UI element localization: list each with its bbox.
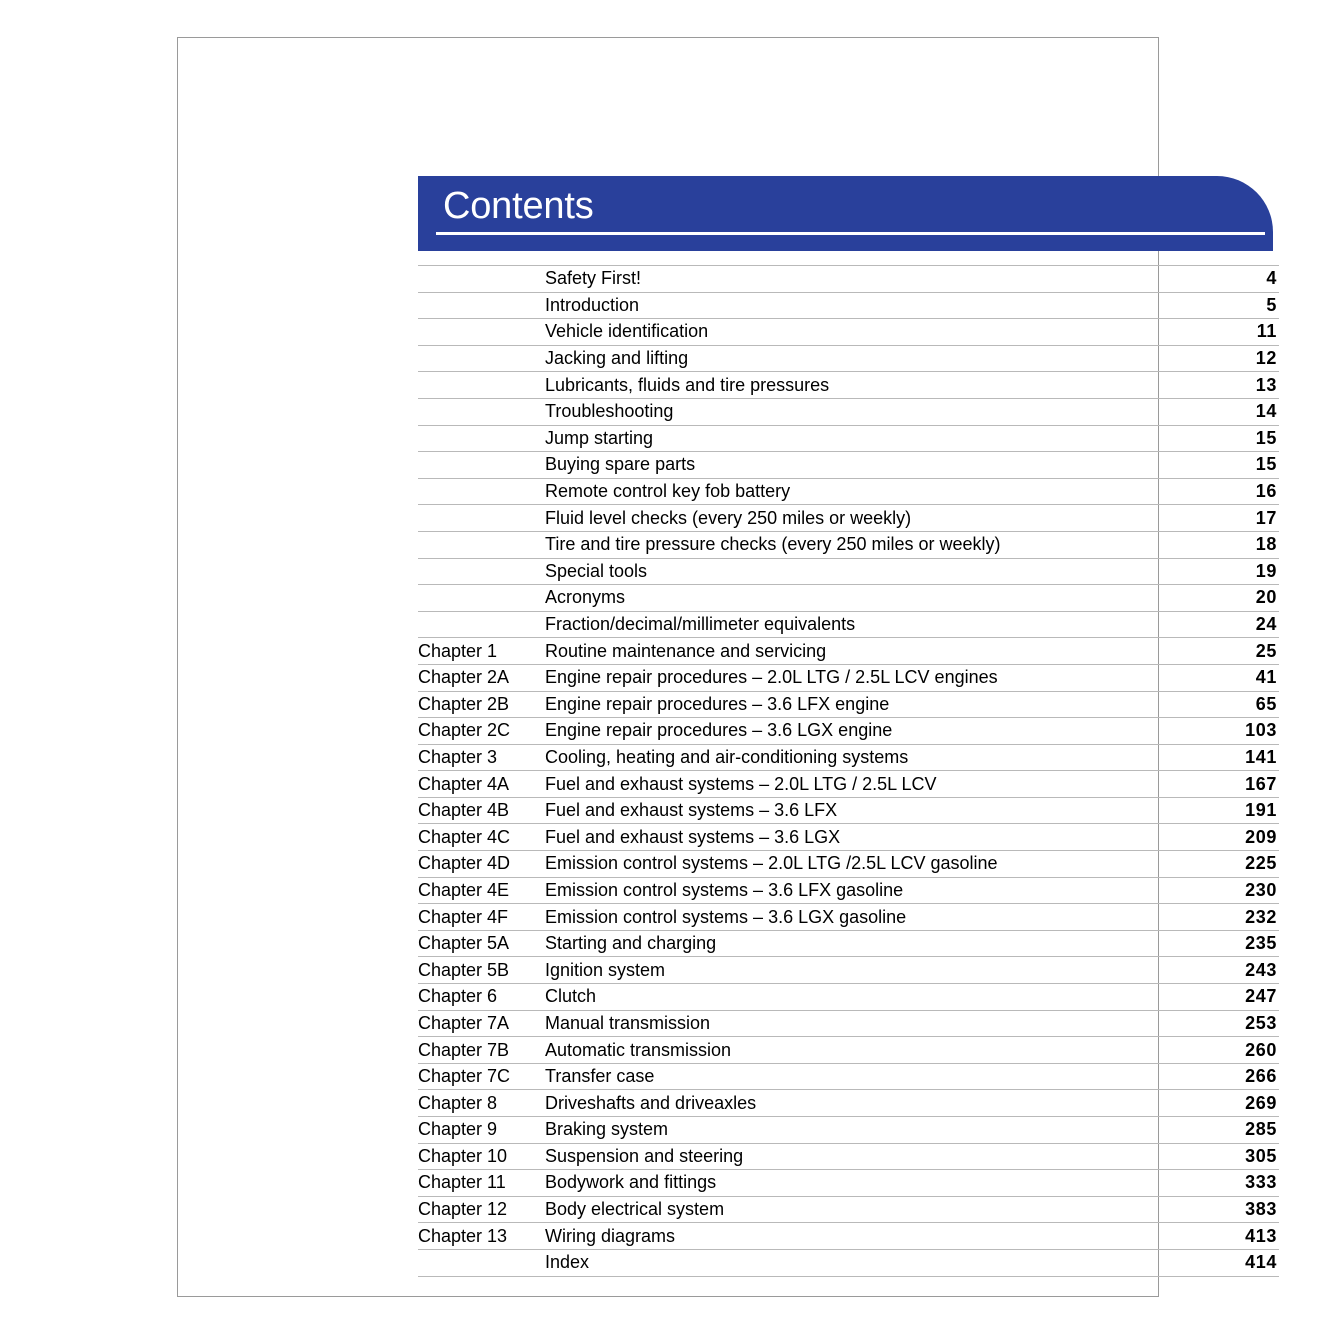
table-row[interactable] xyxy=(418,957,1279,984)
table-row[interactable] xyxy=(418,558,1279,585)
toc-entry-page-number: 191 xyxy=(1185,797,1279,824)
toc-entry-title[interactable]: Transfer case xyxy=(545,1063,1185,1090)
toc-entry-page-number: 260 xyxy=(1185,1037,1279,1064)
contents-header-band xyxy=(418,176,1273,251)
table-row[interactable] xyxy=(418,744,1279,771)
toc-entry-page-number: 11 xyxy=(1185,319,1279,346)
toc-entry-title[interactable]: Cooling, heating and air-conditioning systems xyxy=(545,744,1185,771)
toc-entry-page-number: 20 xyxy=(1185,585,1279,612)
table-row[interactable] xyxy=(418,771,1279,798)
table-row[interactable] xyxy=(418,1010,1279,1037)
toc-entry-page-number: 141 xyxy=(1185,744,1279,771)
toc-entry-title[interactable]: Lubricants, fluids and tire pressures xyxy=(545,372,1185,399)
table-row[interactable] xyxy=(418,611,1279,638)
toc-entry-page-number: 230 xyxy=(1185,877,1279,904)
table-row[interactable] xyxy=(418,531,1279,558)
toc-entry-page-number: 65 xyxy=(1185,691,1279,718)
table-row[interactable] xyxy=(418,1196,1279,1223)
toc-chapter-label xyxy=(418,505,545,532)
toc-chapter-label: Chapter 1 xyxy=(418,638,545,665)
table-row[interactable] xyxy=(418,691,1279,718)
table-row[interactable] xyxy=(418,1063,1279,1090)
table-row[interactable] xyxy=(418,664,1279,691)
table-row[interactable] xyxy=(418,984,1279,1011)
toc-entry-page-number: 41 xyxy=(1185,664,1279,691)
toc-chapter-label xyxy=(418,398,545,425)
toc-entry-title[interactable]: Fuel and exhaust systems – 2.0L LTG / 2.5L LCV xyxy=(545,771,1185,798)
toc-chapter-label: Chapter 4F xyxy=(418,904,545,931)
toc-entry-page-number: 4 xyxy=(1185,266,1279,293)
toc-entry-title[interactable]: Body electrical system xyxy=(545,1196,1185,1223)
toc-entry-page-number: 12 xyxy=(1185,345,1279,372)
toc-entry-page-number: 269 xyxy=(1185,1090,1279,1117)
toc-chapter-label: Chapter 4B xyxy=(418,797,545,824)
toc-entry-title[interactable]: Emission control systems – 3.6 LFX gasoline xyxy=(545,877,1185,904)
table-row[interactable] xyxy=(418,398,1279,425)
table-row[interactable] xyxy=(418,292,1279,319)
toc-entry-title[interactable]: Acronyms xyxy=(545,585,1185,612)
toc-chapter-label: Chapter 4E xyxy=(418,877,545,904)
contents-section xyxy=(418,176,1277,1277)
toc-entry-title[interactable]: Fuel and exhaust systems – 3.6 LFX xyxy=(545,797,1185,824)
toc-chapter-label xyxy=(418,531,545,558)
toc-chapter-label: Chapter 7C xyxy=(418,1063,545,1090)
table-row[interactable] xyxy=(418,505,1279,532)
toc-entry-title[interactable]: Driveshafts and driveaxles xyxy=(545,1090,1185,1117)
toc-entry-title[interactable]: Engine repair procedures – 2.0L LTG / 2.5L LCV engines xyxy=(545,664,1185,691)
table-row[interactable] xyxy=(418,585,1279,612)
table-row[interactable] xyxy=(418,1090,1279,1117)
toc-entry-title[interactable]: Safety First! xyxy=(545,266,1185,293)
toc-entry-title[interactable]: Fraction/decimal/millimeter equivalents xyxy=(545,611,1185,638)
toc-entry-title[interactable]: Suspension and steering xyxy=(545,1143,1185,1170)
table-row[interactable] xyxy=(418,877,1279,904)
table-row[interactable] xyxy=(418,1143,1279,1170)
table-row[interactable] xyxy=(418,638,1279,665)
toc-entry-title[interactable]: Starting and charging xyxy=(545,930,1185,957)
table-row[interactable] xyxy=(418,266,1279,293)
toc-entry-title[interactable]: Jacking and lifting xyxy=(545,345,1185,372)
toc-entry-page-number: 24 xyxy=(1185,611,1279,638)
toc-chapter-label: Chapter 7A xyxy=(418,1010,545,1037)
table-row[interactable] xyxy=(418,851,1279,878)
toc-chapter-label xyxy=(418,425,545,452)
toc-entry-title[interactable]: Fluid level checks (every 250 miles or weekly) xyxy=(545,505,1185,532)
table-row[interactable] xyxy=(418,797,1279,824)
toc-chapter-label: Chapter 4A xyxy=(418,771,545,798)
toc-entry-title[interactable]: Engine repair procedures – 3.6 LFX engine xyxy=(545,691,1185,718)
toc-entry-title[interactable]: Routine maintenance and servicing xyxy=(545,638,1185,665)
toc-entry-page-number: 5 xyxy=(1185,292,1279,319)
title-underline-rule xyxy=(436,232,1265,235)
table-row[interactable] xyxy=(418,718,1279,745)
toc-entry-page-number: 383 xyxy=(1185,1196,1279,1223)
toc-entry-title[interactable]: Tire and tire pressure checks (every 250 miles or weekly) xyxy=(545,531,1185,558)
toc-chapter-label: Chapter 3 xyxy=(418,744,545,771)
toc-entry-page-number: 413 xyxy=(1185,1223,1279,1250)
toc-chapter-label xyxy=(418,558,545,585)
toc-entry-page-number: 266 xyxy=(1185,1063,1279,1090)
table-row[interactable] xyxy=(418,452,1279,479)
table-row[interactable] xyxy=(418,1170,1279,1197)
toc-chapter-label: Chapter 4D xyxy=(418,851,545,878)
toc-entry-title[interactable]: Automatic transmission xyxy=(545,1037,1185,1064)
table-row[interactable] xyxy=(418,824,1279,851)
toc-entry-page-number: 305 xyxy=(1185,1143,1279,1170)
toc-entry-page-number: 235 xyxy=(1185,930,1279,957)
toc-chapter-label: Chapter 5B xyxy=(418,957,545,984)
toc-entry-title[interactable]: Bodywork and fittings xyxy=(545,1170,1185,1197)
toc-entry-title[interactable]: Introduction xyxy=(545,292,1185,319)
toc-entry-title[interactable]: Index xyxy=(545,1249,1185,1276)
document-page xyxy=(177,37,1277,1297)
table-row[interactable] xyxy=(418,1249,1279,1276)
toc-entry-page-number: 13 xyxy=(1185,372,1279,399)
toc-chapter-label: Chapter 2B xyxy=(418,691,545,718)
toc-entry-page-number: 225 xyxy=(1185,851,1279,878)
toc-chapter-label xyxy=(418,319,545,346)
toc-entry-page-number: 209 xyxy=(1185,824,1279,851)
toc-chapter-label xyxy=(418,478,545,505)
toc-chapter-label: Chapter 8 xyxy=(418,1090,545,1117)
toc-entry-title[interactable]: Buying spare parts xyxy=(545,452,1185,479)
toc-chapter-label xyxy=(418,585,545,612)
toc-entry-title[interactable]: Ignition system xyxy=(545,957,1185,984)
toc-chapter-label xyxy=(418,292,545,319)
toc-chapter-label: Chapter 11 xyxy=(418,1170,545,1197)
toc-entry-title[interactable]: Wiring diagrams xyxy=(545,1223,1185,1250)
toc-entry-title[interactable]: Manual transmission xyxy=(545,1010,1185,1037)
toc-entry-title[interactable]: Fuel and exhaust systems – 3.6 LGX xyxy=(545,824,1185,851)
toc-chapter-label xyxy=(418,452,545,479)
toc-entry-page-number: 103 xyxy=(1185,718,1279,745)
toc-entry-page-number: 18 xyxy=(1185,531,1279,558)
table-of-contents xyxy=(418,265,1279,1277)
toc-entry-title[interactable]: Engine repair procedures – 3.6 LGX engine xyxy=(545,718,1185,745)
toc-entry-page-number: 285 xyxy=(1185,1117,1279,1144)
toc-chapter-label: Chapter 13 xyxy=(418,1223,545,1250)
toc-chapter-label: Chapter 9 xyxy=(418,1117,545,1144)
toc-chapter-label: Chapter 4C xyxy=(418,824,545,851)
toc-entry-page-number: 243 xyxy=(1185,957,1279,984)
toc-entry-page-number: 15 xyxy=(1185,452,1279,479)
toc-entry-page-number: 333 xyxy=(1185,1170,1279,1197)
table-row[interactable] xyxy=(418,345,1279,372)
toc-chapter-label xyxy=(418,266,545,293)
table-row[interactable] xyxy=(418,904,1279,931)
toc-chapter-label xyxy=(418,345,545,372)
toc-entry-title[interactable]: Vehicle identification xyxy=(545,319,1185,346)
table-row[interactable] xyxy=(418,1223,1279,1250)
toc-entry-page-number: 16 xyxy=(1185,478,1279,505)
toc-entry-title[interactable]: Emission control systems – 3.6 LGX gasoline xyxy=(545,904,1185,931)
toc-chapter-label xyxy=(418,372,545,399)
table-row[interactable] xyxy=(418,930,1279,957)
toc-entry-title[interactable]: Special tools xyxy=(545,558,1185,585)
toc-entry-title[interactable]: Troubleshooting xyxy=(545,398,1185,425)
toc-chapter-label: Chapter 6 xyxy=(418,984,545,1011)
table-row[interactable] xyxy=(418,1117,1279,1144)
toc-entry-title[interactable]: Jump starting xyxy=(545,425,1185,452)
toc-chapter-label: Chapter 12 xyxy=(418,1196,545,1223)
table-row[interactable] xyxy=(418,1037,1279,1064)
table-row[interactable] xyxy=(418,372,1279,399)
toc-entry-page-number: 167 xyxy=(1185,771,1279,798)
toc-entry-title[interactable]: Emission control systems – 2.0L LTG /2.5L LCV gasoline xyxy=(545,851,1185,878)
toc-entry-page-number: 17 xyxy=(1185,505,1279,532)
toc-chapter-label: Chapter 2C xyxy=(418,718,545,745)
table-row[interactable] xyxy=(418,425,1279,452)
toc-chapter-label xyxy=(418,1249,545,1276)
toc-entry-page-number: 232 xyxy=(1185,904,1279,931)
toc-entry-page-number: 14 xyxy=(1185,398,1279,425)
toc-entry-page-number: 25 xyxy=(1185,638,1279,665)
toc-entry-page-number: 19 xyxy=(1185,558,1279,585)
toc-chapter-label: Chapter 2A xyxy=(418,664,545,691)
toc-chapter-label xyxy=(418,611,545,638)
toc-chapter-label: Chapter 10 xyxy=(418,1143,545,1170)
toc-entry-page-number: 414 xyxy=(1185,1249,1279,1276)
toc-chapter-label: Chapter 5A xyxy=(418,930,545,957)
toc-entry-page-number: 247 xyxy=(1185,984,1279,1011)
toc-entry-page-number: 15 xyxy=(1185,425,1279,452)
toc-entry-title[interactable]: Remote control key fob battery xyxy=(545,478,1185,505)
toc-chapter-label: Chapter 7B xyxy=(418,1037,545,1064)
toc-entry-page-number: 253 xyxy=(1185,1010,1279,1037)
toc-entry-title[interactable]: Clutch xyxy=(545,984,1185,1011)
toc-entry-title[interactable]: Braking system xyxy=(545,1117,1185,1144)
table-row[interactable] xyxy=(418,478,1279,505)
page-title: Contents xyxy=(443,185,594,227)
table-row[interactable] xyxy=(418,319,1279,346)
